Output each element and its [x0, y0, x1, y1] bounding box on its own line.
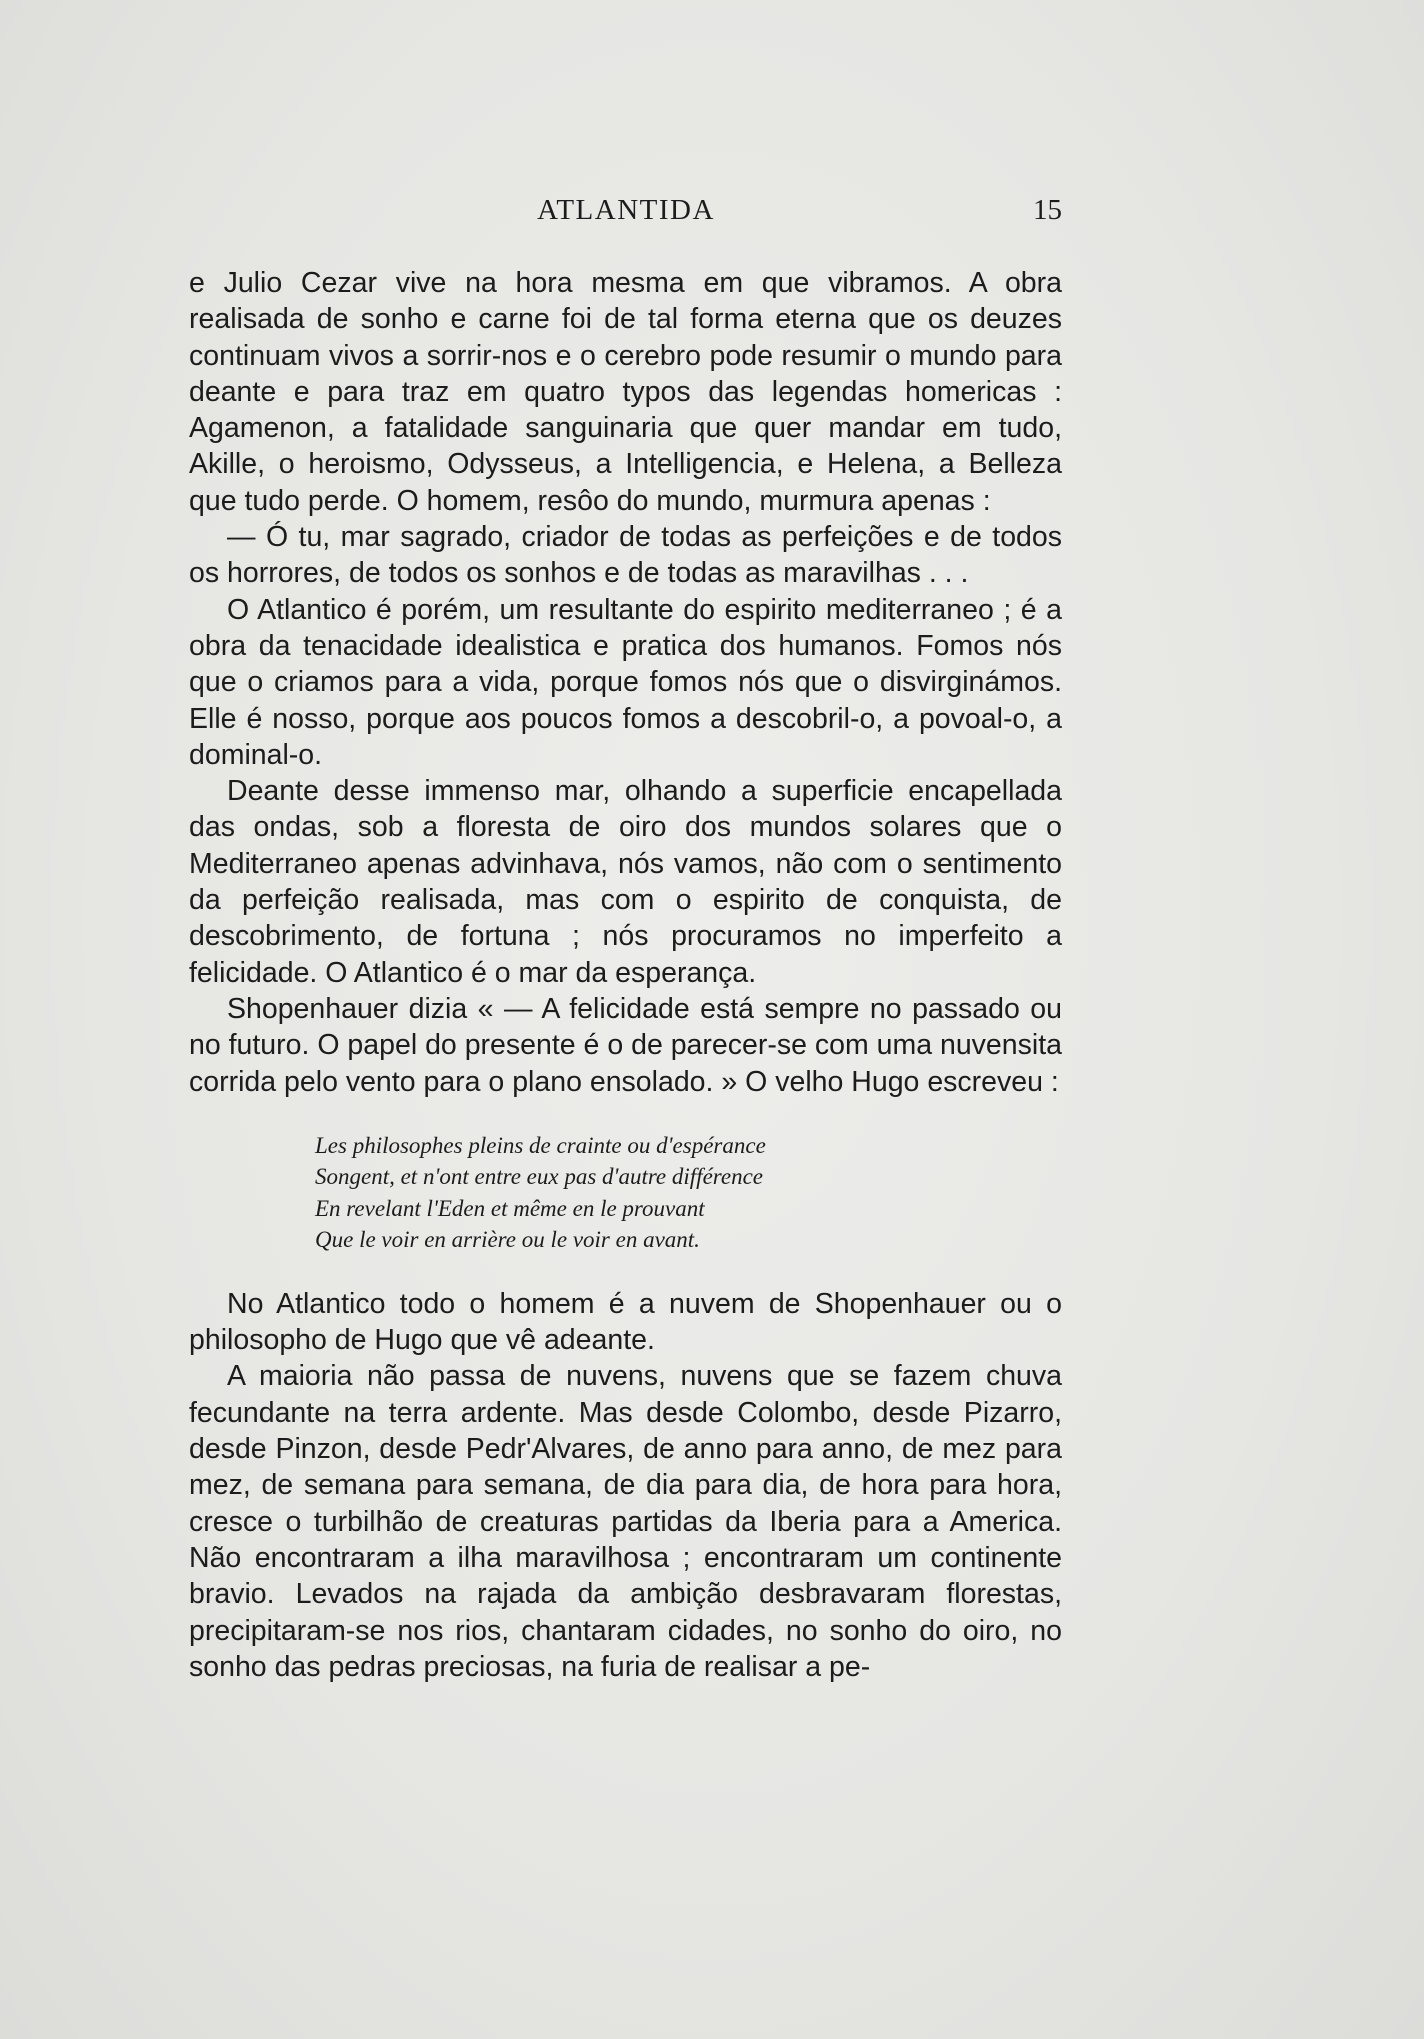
verse-quotation — [315, 1130, 1062, 1256]
verse-line: Que le voir en arrière ou le voir en avant. — [315, 1227, 700, 1253]
body-text — [189, 265, 1062, 1685]
verse-line: En revelant l'Eden et même en le prouvant — [315, 1195, 705, 1221]
verse-line: Songent, et n'ont entre eux pas d'autre différence — [315, 1164, 763, 1190]
paragraph: Deante desse immenso mar, olhando a superficie encapellada das ondas, sob a floresta de oiro dos mundos solares que o Mediterraneo apenas advinhava, nós vamos, não com o sentimento da perfeição realisada, mas com o espirito de conquista, de descobrimento, de fortuna ; nós procuramos no imperfeito a felicidade. O Atlantico é o mar da esperança. — [189, 775, 1062, 989]
verse-line: Les philosophes pleins de crainte ou d'espérance — [315, 1132, 766, 1158]
page-header — [190, 194, 1062, 234]
paragraph: e Julio Cezar vive na hora mesma em que vibramos. A obra realisada de sonho e carne foi de tal forma eterna que os deuzes continuam vivos a sorrir-nos e o cerebro pode resumir o mundo para deante e para traz em quatro typos das legendas homericas : Agamenon, a fatalidade sanguinaria que quer mandar em tudo, Akille, o heroismo, Odysseus, a Intelligencia, e Helena, a Belleza que tudo perde. O homem, resôo do mundo, murmura apenas : — [189, 267, 1062, 517]
paragraph: Shopenhauer dizia « — A felicidade está sempre no passado ou no futuro. O papel do presente é o de parecer-se com uma nuvensita corrida pelo vento para o plano ensolado. » O velho Hugo escreveu : — [189, 992, 1062, 1098]
page-number: 15 — [1033, 194, 1062, 226]
paragraph: O Atlantico é porém, um resultante do espirito mediterraneo ; é a obra da tenacidade idealistica e pratica dos humanos. Fomos nós que o criamos para a vida, porque fomos nós que o disvirginámos. Elle é nosso, porque aos poucos fomos a descobril-o, a povoal-o, a dominal-o. — [189, 593, 1062, 771]
running-title: ATLANTIDA — [537, 194, 715, 226]
paragraph: A maioria não passa de nuvens, nuvens que se fazem chuva fecundante na terra ardente. Mas desde Colombo, desde Pizarro, desde Pinzon, desde Pedr'Alvares, de anno para anno, de mez para mez, de semana para semana, de dia para dia, de hora para hora, cresce o turbilhão de creaturas partidas da Iberia para a America. Não encontraram a ilha maravilhosa ; encontraram um continente bravio. Levados na rajada da ambição desbravaram florestas, precipitaram-se nos rios, chantaram cidades, no sonho do oiro, no sonho das pedras preciosas, na furia de realisar a pe- — [189, 1360, 1062, 1683]
paragraph: No Atlantico todo o homem é a nuvem de Shopenhauer ou o philosopho de Hugo que vê adeante. — [189, 1287, 1062, 1357]
paragraph: — Ó tu, mar sagrado, criador de todas as perfeições e de todos os horrores, de todos os sonhos e de todas as maravilhas . . . — [189, 521, 1062, 590]
